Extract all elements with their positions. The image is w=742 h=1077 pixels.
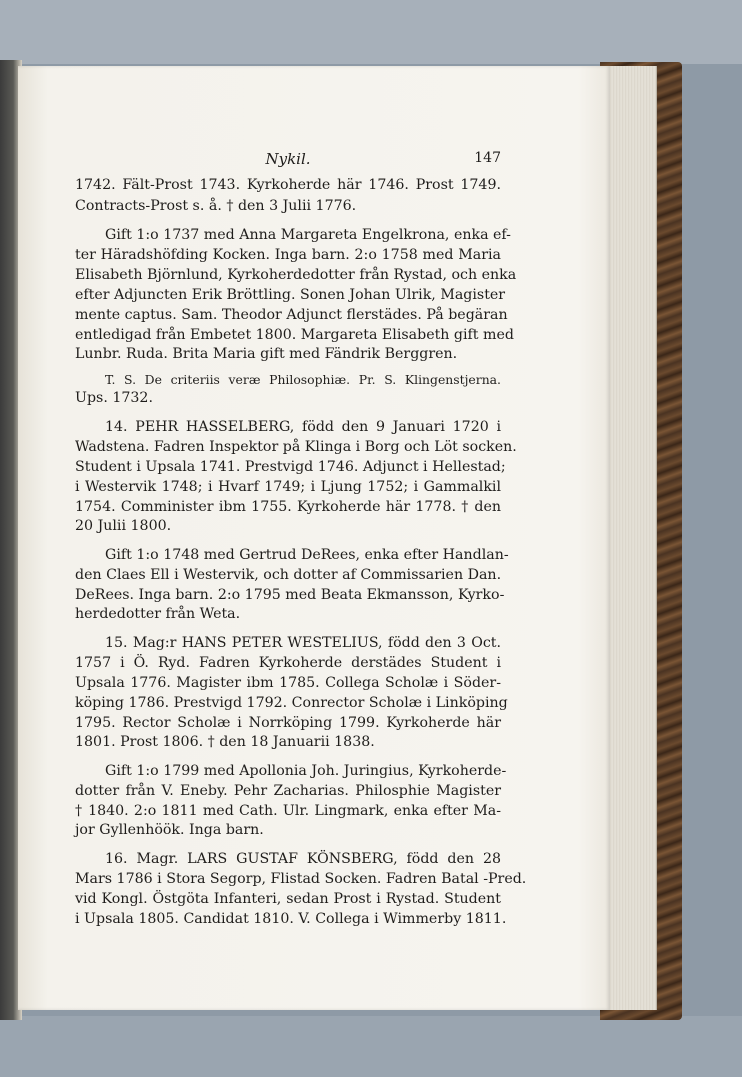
text-line: i Upsala 1805. Candidat 1810. V. Collega i Wimmerby 1811. (75, 911, 507, 927)
text-line: 1757 i Ö. Ryd. Fadren Kyrkoherde derstädes Student i (75, 655, 501, 671)
text-line: mente captus. Sam. Theodor Adjunct flerstädes. På begäran (75, 307, 508, 323)
text-line: i Westervik 1748; i Hvarf 1749; i Ljung 1752; i Gammalkil (75, 479, 501, 495)
text-line: Contracts-Prost s. å. † den 3 Julii 1776. (75, 198, 357, 214)
text-line: Ups. 1732. (75, 390, 153, 406)
text-line: jor Gyllenhöök. Inga barn. (75, 822, 264, 838)
text-line: 16. Magr. LARS GUSTAF KÖNSBERG, född den 28 (105, 851, 501, 867)
text-line: 1801. Prost 1806. † den 18 Januarii 1838. (75, 734, 375, 750)
text-line: Elisabeth Björnlund, Kyrkoherdedotter från Rystad, och enka (75, 267, 517, 283)
text-line: Gift 1:o 1799 med Apollonia Joh. Juringius, Kyrkoherde- (105, 763, 507, 779)
backdrop-bottom (0, 1016, 742, 1077)
text-line: † 1840. 2:o 1811 med Cath. Ulr. Lingmark, enka efter Ma- (75, 803, 501, 819)
backdrop-top (0, 0, 742, 64)
text-line: DeRees. Inga barn. 2:o 1795 med Beata Ekmansson, Kyrko- (75, 587, 505, 603)
text-line: Gift 1:o 1737 med Anna Margareta Engelkrona, enka ef- (105, 227, 511, 243)
text-line: 14. PEHR HASSELBERG, född den 9 Januari 1720 i (105, 419, 501, 435)
text-line: ter Häradshöfding Kocken. Inga barn. 2:o 1758 med Maria (75, 247, 501, 263)
page-number: 147 (474, 150, 501, 166)
page-edges (606, 66, 657, 1010)
text-line: Student i Upsala 1741. Prestvigd 1746. Adjunct i Hellestad; (75, 459, 506, 475)
text-line: 1742. Fält-Prost 1743. Kyrkoherde här 1746. Prost 1749. (75, 177, 501, 193)
text-line: Lunbr. Ruda. Brita Maria gift med Fändrik Berggren. (75, 346, 458, 362)
page-title: Nykil. (265, 150, 311, 168)
text-line: vid Kongl. Östgöta Infanteri, sedan Prost i Rystad. Student (75, 891, 501, 907)
text-line: Wadstena. Fadren Inspektor på Klinga i Borg och Löt socken. (75, 439, 517, 455)
text-line: T. S. De criteriis veræ Philosophiæ. Pr. S. Klingenstjerna. (105, 372, 501, 387)
text-line: 1754. Comminister ibm 1755. Kyrkoherde här 1778. † den (75, 499, 501, 515)
text-line: Upsala 1776. Magister ibm 1785. Collega Scholæ i Söder- (75, 675, 501, 691)
text-line: 15. Mag:r HANS PETER WESTELIUS, född den 3 Oct. (105, 635, 501, 651)
text-line: herdedotter från Weta. (75, 606, 241, 622)
text-line: dotter från V. Eneby. Pehr Zacharias. Philosphie Magister (75, 783, 501, 799)
text-line: köping 1786. Prestvigd 1792. Conrector Scholæ i Linköping (75, 695, 508, 711)
text-line: entledigad från Embetet 1800. Margareta Elisabeth gift med (75, 327, 514, 343)
text-line: Gift 1:o 1748 med Gertrud DeRees, enka efter Handlan- (105, 547, 509, 563)
text-line: 20 Julii 1800. (75, 518, 172, 534)
text-line: den Claes Ell i Westervik, och dotter af Commissarien Dan. (75, 567, 502, 583)
text-line: efter Adjuncten Erik Bröttling. Sonen Johan Ulrik, Magister (75, 287, 506, 303)
text-line: Mars 1786 i Stora Segorp, Flistad Socken. Fadren Batal -Pred. (75, 871, 527, 887)
running-head (75, 150, 501, 170)
text-line: 1795. Rector Scholæ i Norrköping 1799. Kyrkoherde här (75, 715, 501, 731)
